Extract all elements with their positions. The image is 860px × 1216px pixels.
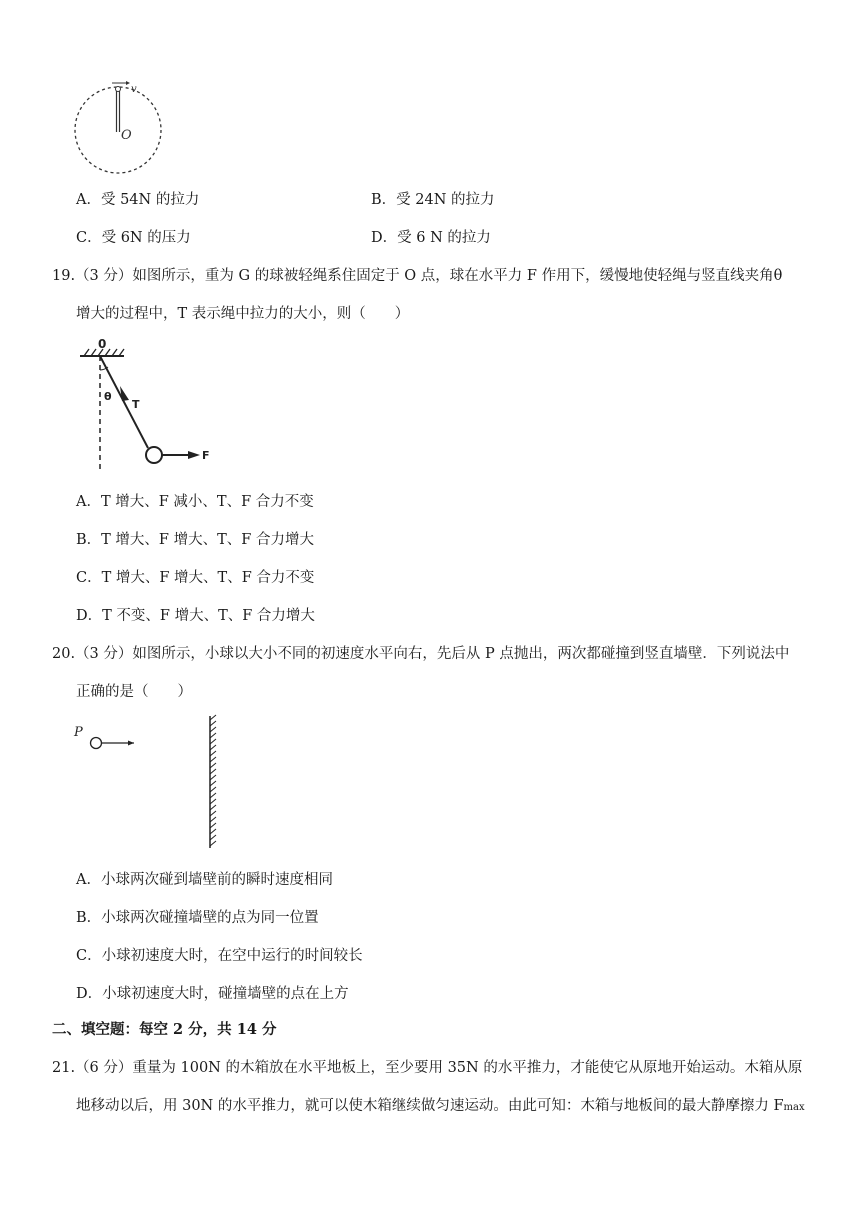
q19-angle-label: θ [104, 390, 112, 403]
q19-option-d: D．T 不变、F 增大、T、F 合力增大 [76, 608, 315, 624]
q19-tension-label: T [132, 398, 140, 411]
q21-stem-line2 [76, 1094, 805, 1115]
q21-stem-line1: 21.（6 分）重量为 100N 的木箱放在水平地板上，至少要用 35N 的水平推力，才能使它从原地开始运动。木箱从原 [52, 1060, 803, 1076]
q19-pendulum-figure [74, 336, 224, 476]
q20-point-label: P [74, 725, 83, 740]
q21-fmax-subscript: max [783, 1102, 805, 1113]
q18-velocity-label: v [131, 84, 137, 95]
q21-stem-line2-text: 地移动以后，用 30N 的水平推力，就可以使木箱继续做匀速运动。由此可知：木箱与地板间的最大静摩擦力 F [76, 1098, 784, 1114]
q20-stem-line1: 20.（3 分）如图所示，小球以大小不同的初速度水平向右，先后从 P 点抛出，两次都碰撞到竖直墙壁．下列说法中 [52, 646, 790, 662]
q18-option-c: C．受 6N 的压力 [76, 230, 191, 246]
q19-pivot-label: 0 [98, 337, 107, 351]
q19-option-c: C．T 增大、F 增大、T、F 合力不变 [76, 570, 315, 586]
q18-option-a: A．受 54N 的拉力 [76, 192, 200, 208]
q20-option-d: D．小球初速度大时，碰撞墙壁的点在上方 [76, 986, 349, 1002]
section2-heading: 二、填空题：每空 2 分，共 14 分 [52, 1021, 277, 1038]
q18-center-label: O [121, 128, 132, 143]
q20-stem-line2: 正确的是（ ） [76, 684, 192, 700]
q18-circle-figure [68, 78, 168, 178]
q20-option-b: B．小球两次碰撞墙壁的点为同一位置 [76, 910, 319, 926]
q19-stem-line1: 19.（3 分）如图所示，重为 G 的球被轻绳系住固定于 O 点，球在水平力 F 作用下，缓慢地使轻绳与竖直线夹角θ [52, 268, 783, 284]
q19-option-a: A．T 增大、F 减小、T、F 合力不变 [76, 494, 314, 510]
q18-option-d: D．受 6 N 的拉力 [371, 230, 491, 246]
q20-option-a: A．小球两次碰到墙壁前的瞬时速度相同 [76, 872, 333, 888]
q20-wall-figure [70, 712, 230, 852]
q19-force-label: F [202, 449, 210, 462]
q18-option-b: B．受 24N 的拉力 [371, 192, 495, 208]
q19-option-b: B．T 增大、F 增大、T、F 合力增大 [76, 532, 314, 548]
q20-option-c: C．小球初速度大时，在空中运行的时间较长 [76, 948, 363, 964]
q19-stem-line2: 增大的过程中，T 表示绳中拉力的大小，则（ ） [76, 306, 410, 322]
